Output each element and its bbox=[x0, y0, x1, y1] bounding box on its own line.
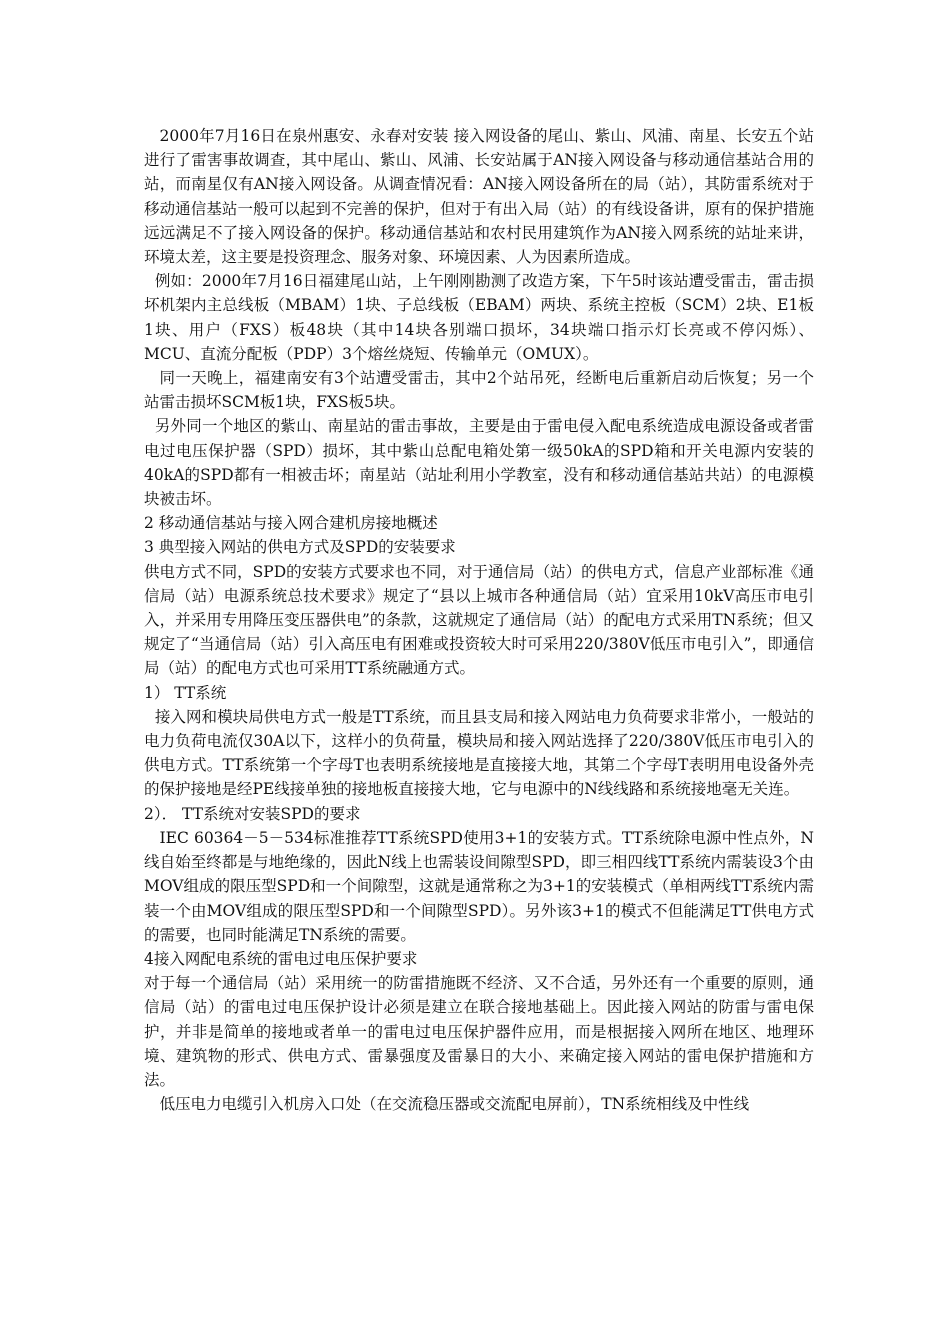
paragraph-tt-system: 接入网和模块局供电方式一般是TT系统，而且县支局和接入网站电力负荷要求非常小，一般站的电力负荷电流仅30A以下，这样小的负荷量，模块局和接入网站选择了220/380V低压市电引入的供电方式。TT系统第一个字母T也表明系统接地是直接接大地，其第二个字母T表明用电设备外壳的保护接地是经PE线接单独的接地板直接接大地，它与电源中的N线线路和系统接地毫无关连。 bbox=[144, 707, 814, 799]
section-heading-3: 3 典型接入网站的供电方式及SPD的安装要求 bbox=[144, 538, 456, 557]
subheading-tt-spd: 2）． TT系统对安装SPD的要求 bbox=[144, 804, 361, 823]
section-heading-2: 2 移动通信基站与接入网合建机房接地概述 bbox=[144, 514, 438, 533]
document-body bbox=[144, 124, 814, 1116]
subheading-tt-system: 1） TT系统 bbox=[144, 683, 227, 702]
paragraph-iec-standard: IEC 60364－5－534标准推荐TT系统SPD使用3+1的安装方式。TT系统除电源中性点外，N线自始至终都是与地绝缘的，因此N线上也需装设间隙型SPD，即三相四线TT系统内需装设3个由MOV组成的限压型SPD和一个间隙型，这就是通常称之为3+1的安装模式（单相两线TT系统内需装一个由MOV组成的限压型SPD和一个间隙型SPD）。另外该3+1的模式不但能满足TT供电方式的需要，也同时能满足TN系统的需要。 bbox=[144, 828, 814, 944]
paragraph-low-voltage-cable: 低压电力电缆引入机房入口处（在交流稳压器或交流配电屏前），TN系统相线及中性线 bbox=[159, 1095, 750, 1114]
paragraph-zishan-nanxing: 另外同一个地区的紫山、南星站的雷击事故，主要是由于雷电侵入配电系统造成电源设备或者雷电过电压保护器（SPD）损坏，其中紫山总配电箱处第一级50kA的SPD箱和开关电源内安装的40kA的SPD都有一相被击坏；南星站（站址利用小学教室，没有和移动通信基站共站）的电源模块被击坏。 bbox=[144, 417, 814, 509]
paragraph-power-supply: 供电方式不同，SPD的安装方式要求也不同，对于通信局（站）的供电方式，信息产业部标准《通信局（站）电源系统总技术要求》规定了“县以上城市各种通信局（站）宜采用10kV高压市电引入，并采用专用降压变压器供电”的条款，这就规定了通信局（站）的配电方式采用TN系统；但又规定了“当通信局（站）引入高压电有困难或投资较大时可采用220/380V低压市电引入”，即通信局（站）的配电方式也可采用TT系统融通方式。 bbox=[144, 562, 814, 678]
paragraph-nanan-incident: 同一天晚上，福建南安有3个站遭受雷击，其中2个站吊死，经断电后重新启动后恢复；另一个站雷击损坏SCM板1块，FXS板5块。 bbox=[144, 369, 814, 412]
section-heading-4: 4接入网配电系统的雷电过电压保护要求 bbox=[144, 949, 418, 968]
paragraph-protection-principle: 对于每一个通信局（站）采用统一的防雷措施既不经济、又不合适，另外还有一个重要的原则，通信局（站）的雷电过电压保护设计必须是建立在联合接地基础上。因此接入网站的防雷与雷电保护，并非是简单的接地或者单一的雷电过电压保护器件应用，而是根据接入网所在地区、地理环境、建筑物的形式、供电方式、雷暴强度及雷暴日的大小、来确定接入网站的雷电保护措施和方法。 bbox=[144, 974, 814, 1089]
paragraph-weishan-example: 例如：2000年7月16日福建尾山站，上午刚刚勘测了改造方案，下午5时该站遭受雷击，雷击损坏机架内主总线板（MBAM）1块、子总线板（EBAM）两块、系统主控板（SCM）2块、E1板1块、用户（FXS）板48块（其中14块各别端口损坏，34块端口指示灯长亮或不停闪烁）、MCU、直流分配板（PDP）3个熔丝烧短、传输单元（OMUX）。 bbox=[144, 272, 814, 363]
paragraph-lightning-survey: 2000年7月16日在泉州惠安、永春对安装 接入网设备的尾山、紫山、风浦、南星、长安五个站进行了雷害事故调查，其中尾山、紫山、风浦、长安站属于AN接入网设备与移动通信基站合用的站，而南星仅有AN接入网设备。从调查情况看：AN接入网设备所在的局（站），其防雷系统对于移动通信基站一般可以起到不完善的保护，但对于有出入局（站）的有线设备讲，原有的保护措施远远满足不了接入网设备的保护。移动通信基站和农村民用建筑作为AN接入网系统的站址来讲，环境太差，这主要是投资理念、服务对象、环境因素、人为因素所造成。 bbox=[144, 127, 814, 267]
